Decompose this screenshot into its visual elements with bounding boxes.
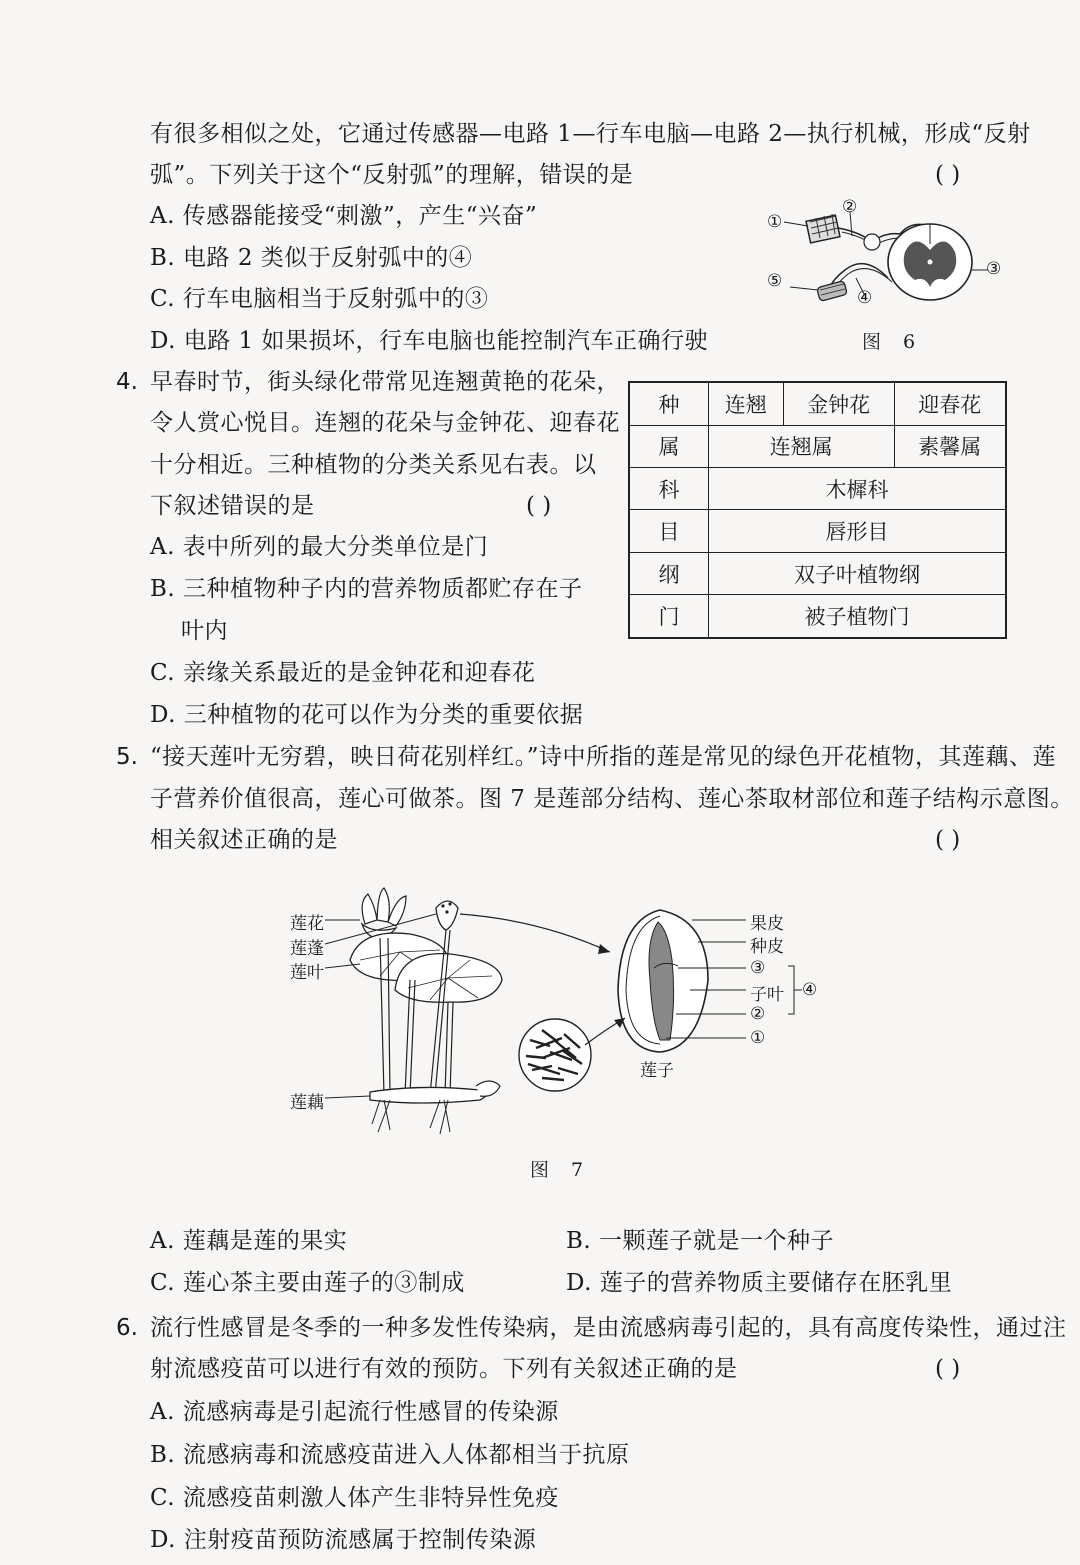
table-row-phylum <box>629 595 1006 638</box>
table-row-genus <box>629 425 1006 467</box>
cell-species-1: 连翘 <box>709 382 784 425</box>
table-row-order <box>629 510 1006 552</box>
label-lotus-flower: 莲花 <box>290 914 324 934</box>
table-row-family <box>629 468 1006 510</box>
lotus-seedpod-icon <box>436 901 458 930</box>
cell-species-2: 金钟花 <box>783 382 894 425</box>
q3-text-line-1: 有很多相似之处，它通过传感器—电路 1—行车电脑—电路 2—执行机械，形成“反射 <box>150 121 1031 147</box>
tissue-magnified-icon <box>519 1019 591 1091</box>
q4-text-line-2: 令人赏心悦目。连翘的花朵与金钟花、迎春花 <box>150 410 620 436</box>
q4-text-line-1: 早春时节，街头绿化带常见连翘黄艳的花朵， <box>150 369 620 395</box>
label-lotus-seed: 莲子 <box>640 1061 674 1081</box>
label-lotus-leaf: 莲叶 <box>290 963 324 983</box>
label-cotyledon: 子叶 <box>750 985 784 1005</box>
label-lotus-root: 莲藕 <box>290 1093 324 1113</box>
lotus-leaf-icon <box>350 933 502 1002</box>
q4-number: 4. <box>116 369 138 395</box>
q5-number: 5. <box>116 744 138 770</box>
cell-phylum: 被子植物门 <box>709 595 1007 638</box>
cell-class: 双子叶植物纲 <box>709 552 1007 594</box>
q6-option-a: A. 流感病毒是引起流行性感冒的传染源 <box>150 1399 559 1425</box>
rank-order: 目 <box>629 510 709 552</box>
label-marker-3: ③ <box>750 958 766 978</box>
figure-7-caption: 图 7 <box>530 1159 592 1181</box>
q6-option-b: B. 流感病毒和流感疫苗进入人体都相当于抗原 <box>150 1442 630 1468</box>
q5-option-b: B. 一颗莲子就是一个种子 <box>566 1228 835 1254</box>
fig6-marker-1: ① <box>767 212 783 232</box>
classification-table <box>628 381 1007 639</box>
q4-text-line-4: 下叙述错误的是 <box>150 493 315 519</box>
rank-species: 种 <box>629 382 709 425</box>
spinal-cord-icon <box>888 224 972 300</box>
lotus-seed-icon <box>618 910 708 1052</box>
q4-option-c: C. 亲缘关系最近的是金钟花和迎春花 <box>150 660 536 686</box>
q3-option-c: C. 行车电脑相当于反射弧中的③ <box>150 286 489 312</box>
figure-6-caption: 图 6 <box>862 331 924 353</box>
q6-answer-bracket: ( ) <box>935 1356 961 1382</box>
q5-text-line-2: 子营养价值很高，莲心可做茶。图 7 是莲部分结构、莲心茶取材部位和莲子结构示意图。 <box>150 786 1074 812</box>
q4-option-d: D. 三种植物的花可以作为分类的重要依据 <box>150 702 584 728</box>
table-row-class <box>629 552 1006 594</box>
label-marker-2: ② <box>750 1004 766 1024</box>
fig6-marker-2: ② <box>842 197 858 217</box>
q4-text-line-3: 十分相近。三种植物的分类关系见右表。以 <box>150 452 597 478</box>
label-seed-coat: 种皮 <box>750 937 784 957</box>
q4-answer-bracket: ( ) <box>526 493 552 519</box>
fig6-marker-5: ⑤ <box>767 271 783 291</box>
q6-number: 6. <box>116 1315 138 1341</box>
q3-text-line-2: 弧”。下列关于这个“反射弧”的理解，错误的是 <box>150 162 634 188</box>
lotus-flower-icon <box>362 888 406 938</box>
q6-option-c: C. 流感疫苗刺激人体产生非特异性免疫 <box>150 1485 559 1511</box>
cell-species-3: 迎春花 <box>894 382 1006 425</box>
label-marker-4: ④ <box>802 980 818 1000</box>
effector-muscle-icon <box>817 281 848 302</box>
rank-class: 纲 <box>629 552 709 594</box>
q5-text-line-1: “接天莲叶无穷碧，映日荷花别样红。”诗中所指的莲是常见的绿色开花植物，其莲藕、莲 <box>150 744 1057 770</box>
table-row-species <box>629 382 1006 425</box>
q5-text-line-3: 相关叙述正确的是 <box>150 827 338 853</box>
reflex-arc-figure <box>760 192 1010 307</box>
q4-option-b-cont: 叶内 <box>181 618 228 644</box>
q3-option-d: D. 电路 1 如果损坏，行车电脑也能控制汽车正确行驶 <box>150 328 708 354</box>
cell-order: 唇形目 <box>709 510 1007 552</box>
rank-genus: 属 <box>629 425 709 467</box>
q3-option-a: A. 传感器能接受“刺激”，产生“兴奋” <box>150 203 538 229</box>
rank-family: 科 <box>629 468 709 510</box>
q3-answer-bracket: ( ) <box>935 162 961 188</box>
q4-option-b: B. 三种植物种子内的营养物质都贮存在子 <box>150 576 583 602</box>
q5-option-c: C. 莲心茶主要由莲子的③制成 <box>150 1270 465 1296</box>
label-marker-1: ① <box>750 1028 766 1048</box>
q6-option-d: D. 注射疫苗预防流感属于控制传染源 <box>150 1527 537 1553</box>
lotus-root-icon <box>370 1081 500 1134</box>
cell-genus-2: 素馨属 <box>894 425 1006 467</box>
label-lotus-seedpod: 莲蓬 <box>290 939 324 959</box>
q6-text-line-2: 射流感疫苗可以进行有效的预防。下列有关叙述正确的是 <box>150 1356 738 1382</box>
q6-text-line-1: 流行性感冒是冬季的一种多发性传染病，是由流感病毒引起的，具有高度传染性，通过注 <box>150 1315 1067 1341</box>
receptor-skin-icon <box>806 214 840 243</box>
fig6-marker-3: ③ <box>986 259 1002 279</box>
q5-answer-bracket: ( ) <box>935 827 961 853</box>
q5-option-d: D. 莲子的营养物质主要储存在胚乳里 <box>566 1270 953 1296</box>
q5-option-a: A. 莲藕是莲的果实 <box>150 1228 348 1254</box>
fig6-marker-4: ④ <box>857 288 873 308</box>
cell-genus-1: 连翘属 <box>709 425 895 467</box>
rank-phylum: 门 <box>629 595 709 638</box>
cell-family: 木樨科 <box>709 468 1007 510</box>
label-pericarp: 果皮 <box>750 914 784 934</box>
q3-option-b: B. 电路 2 类似于反射弧中的④ <box>150 245 473 271</box>
q4-option-a: A. 表中所列的最大分类单位是门 <box>150 534 489 560</box>
